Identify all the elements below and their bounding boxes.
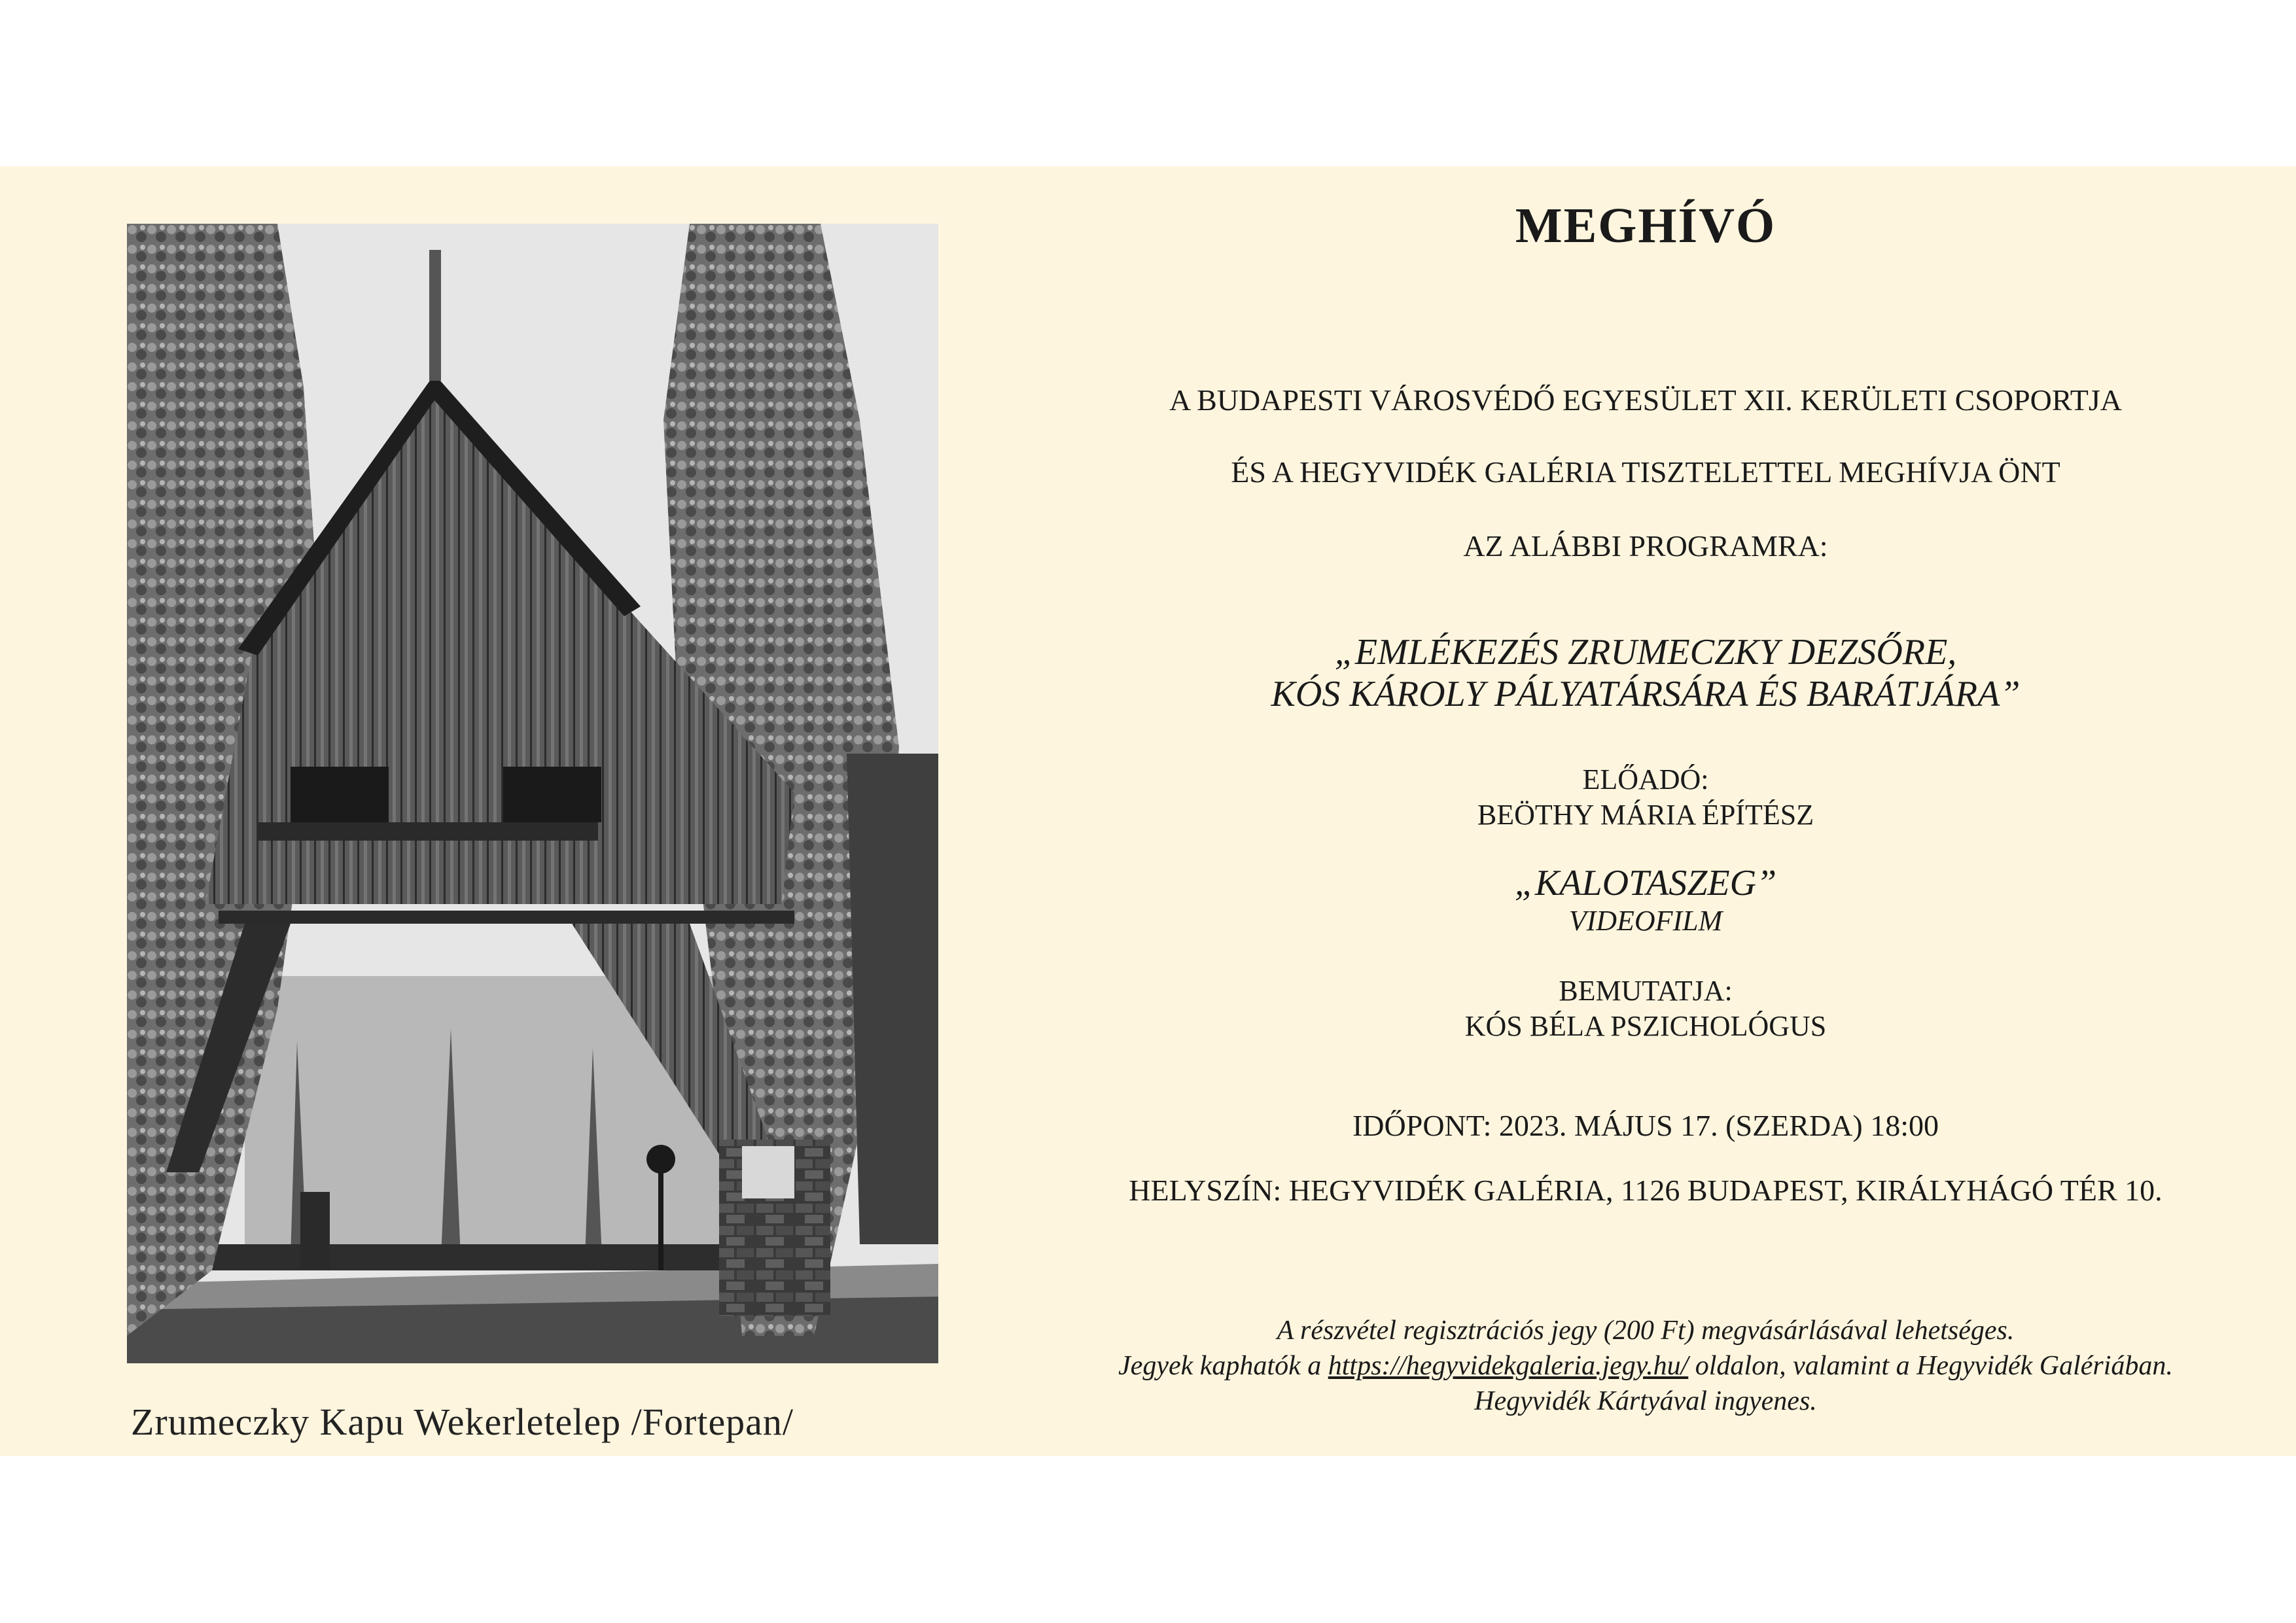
speaker-label: ELŐADÓ: — [1582, 763, 1709, 795]
gate-photo-drawing — [127, 224, 938, 1363]
intro-line-2: ÉS A HEGYVIDÉK GALÉRIA TISZTELETTEL MEGHÍVJA ÖNT — [1231, 455, 2060, 489]
gate-photo — [127, 224, 938, 1363]
ticket-note — [1080, 1313, 2212, 1419]
ticket-note-line-3: Hegyvidék Kártyával ingyenes. — [1474, 1386, 1817, 1416]
event-venue: HELYSZÍN: HEGYVIDÉK GALÉRIA, 1126 BUDAPEST, KIRÁLYHÁGÓ TÉR 10. — [1129, 1174, 2163, 1207]
speaker-block — [1080, 762, 2212, 833]
ticket-note-pre: Jegyek kaphatók a — [1118, 1351, 1322, 1381]
intro-line-1: A BUDAPESTI VÁROSVÉDŐ EGYESÜLET XII. KERÜLETI CSOPORTJA — [1169, 383, 2123, 417]
intro-line-3: AZ ALÁBBI PROGRAMRA: — [1463, 529, 1828, 563]
page-title: MEGHÍVÓ — [1515, 198, 1776, 253]
ticket-note-line-2 — [1080, 1348, 2212, 1384]
presenter-block — [1080, 973, 2212, 1044]
film-type: VIDEOFILM — [1568, 905, 1723, 937]
ticket-note-post: oldalon, valamint a Hegyvidék Galériában. — [1695, 1351, 2173, 1381]
ticket-link[interactable]: https://hegyvidekgaleria.jegy.hu/ — [1328, 1351, 1689, 1381]
presenter-label: BEMUTATJA: — [1559, 975, 1733, 1007]
ticket-note-line-1: A részvétel regisztrációs jegy (200 Ft) megvásárlásával lehetséges. — [1277, 1316, 2015, 1346]
film-title: „KALOTASZEG” — [1514, 863, 1777, 903]
speaker-name: BEÖTHY MÁRIA ÉPÍTÉSZ — [1477, 799, 1814, 831]
program-title — [1080, 631, 2212, 715]
event-date: IDŐPONT: 2023. MÁJUS 17. (SZERDA) 18:00 — [1352, 1109, 1939, 1142]
presenter-name: KÓS BÉLA PSZICHOLÓGUS — [1464, 1010, 1827, 1042]
program-title-line-2: KÓS KÁROLY PÁLYATÁRSÁRA ÉS BARÁTJÁRA” — [1271, 674, 2021, 714]
program-title-line-1: „EMLÉKEZÉS ZRUMECZKY DEZSŐRE, — [1334, 632, 1957, 672]
photo-caption: Zrumeczky Kapu Wekerletelep /Fortepan/ — [131, 1401, 794, 1443]
